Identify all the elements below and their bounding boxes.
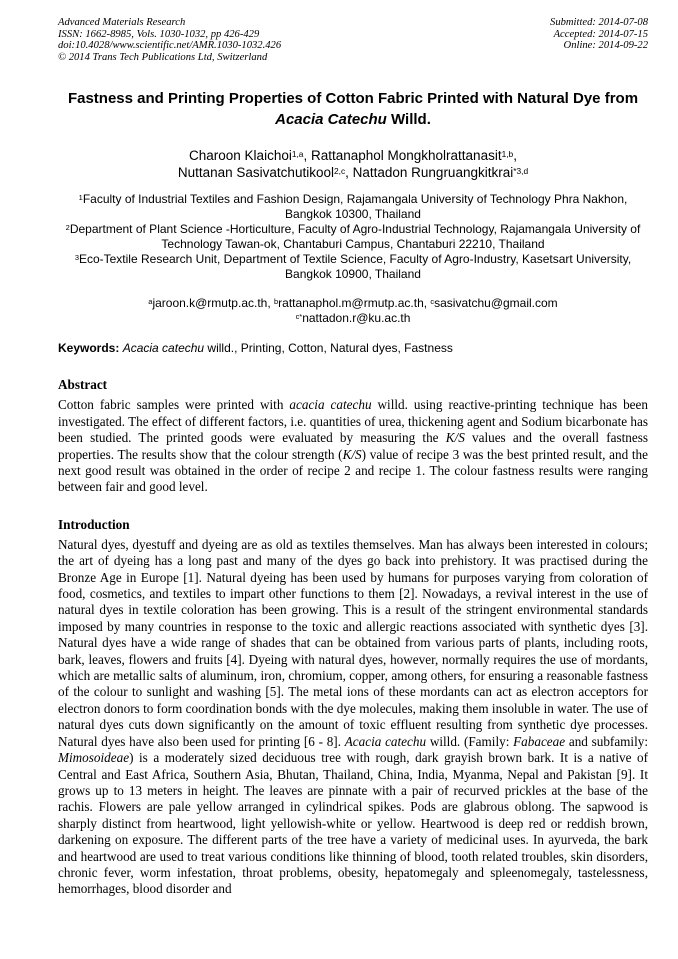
journal-doi: doi:10.4028/www.scientific.net/AMR.1030-1032.426 bbox=[58, 40, 282, 52]
authors-line-2: Nuttanan Sasivatchutikool$^{2,c}$, Nattadon Rungruangkitkrai$^{*3,d}$ bbox=[177, 165, 529, 181]
authors-line-1: Charoon Klaichoi$^{1,a}$, Rattanaphol Mongkholrattanasit$^{1,b}$, bbox=[189, 148, 517, 164]
submitted-date: Submitted: 2014-07-08 bbox=[550, 17, 648, 28]
journal-info bbox=[58, 17, 281, 63]
emails-line-1: $^a$jaroon.k@rmutp.ac.th, $^b$rattanaphol.m@rmutp.ac.th, $^c$sasivatchu@gmail.com bbox=[148, 296, 558, 311]
introduction-text: Natural dyes, dyestuff and dyeing are as old as textiles themselves. Man has always been interested in colours; the art of dyeing has a long past and many of the dyes go back into prehistory. It was practised during the Bronze Age in Europe [1]. Natural dyeing has been used by humans for purposes varying from coloration of food, cosmetics, and textiles to impart other functions to them [2]. Nowadays, a revival interest in the use of natural dyes in textile coloration has been growing. This is a result of the stringent environmental standards imposed by many countries in response to the toxic and allergic reactions associated with synthetic dyes [3]. Natural dyes have a wide range of shades that can be obtained from various parts of plants, including roots, bark, leaves, flowers and fruits [4]. Dyeing with natural dyes, however, normally requires the use of mordants, which are metallic salts of aluminum, iron, chromium, copper, among others, for ensuring a reasonable fastness of the colour to sunlight and washing [5]. The metal ions of these mordants can act as electron acceptors for electron donors to form coordination bonds with the dye molecules, making them insoluble in water. The use of natural dyes cuts down significantly on the amount of toxic effluent resulting from synthetic dye processes. Natural dyes have also been used for printing [6 - 8]. Acacia catechu willd. (Family: Fabaceae and subfamily: Mimosoideae) is a moderately sized deciduous tree with rough, dark grayish brown bark. It is a native of Central and East Africa, Southern Asia, Bhutan, Thailand, China, India, Myanma, Nepal and Pakistan [9]. It grows up to 13 meters in height. The leaves are pinnate with a pair of recurved prickles at the base of the rachis. Flowers are pale yellow arranged in cylindrical spikes. Pods are glabrous oblong. The sapwood is sharply distinct from heartwood, light yellowish-white or yellow. Heartwood is deep red or reddish brown, darkening on exposure. The different parts of the tree have a variety of medicinal uses. In ayurveda, the bark and heartwood are used to treat various conditions like thinning of blood, tooth related troubles, skin disorders, chronic fever, worm infestation, throat problems, obesity, hepatomegaly and spleenomegaly, tastelessness, hemorrhages, blood disorder and bbox=[58, 536, 649, 897]
abstract-section bbox=[58, 377, 648, 495]
journal-issn-volume: ISSN: 1662-8985, Vols. 1030-1032, pp 426-429 bbox=[58, 28, 260, 40]
online-date: Online: 2014-09-22 bbox=[563, 40, 648, 52]
introduction-heading: Introduction bbox=[58, 516, 130, 532]
keywords-line bbox=[58, 341, 648, 356]
journal-header bbox=[58, 0, 648, 63]
abstract-heading: Abstract bbox=[58, 377, 108, 393]
keywords-list: Acacia catechu willd., Printing, Cotton, Natural dyes, Fastness bbox=[122, 341, 453, 356]
keywords-label: Keywords: bbox=[58, 341, 120, 356]
introduction-section bbox=[58, 517, 648, 898]
submission-dates bbox=[550, 17, 648, 63]
journal-copyright: © 2014 Trans Tech Publications Ltd, Switzerland bbox=[58, 51, 268, 63]
affiliation-2: $^2$Department of Plant Science -Horticulture, Faculty of Agro-Industrial Technology, Rajamangala University of Technology Tawan-ok, Chantaburi Campus, Chantaburi 22210, Thailand bbox=[65, 222, 641, 252]
affiliation-3: $^3$Eco-Textile Research Unit, Department of Textile Science, Faculty of Agro-Industry, Kasetsart University, Bangkok 10900, Thailand bbox=[74, 252, 632, 282]
paper-title: Fastness and Printing Properties of Cotton Fabric Printed with Natural Dye from Acacia Catechu Willd. bbox=[67, 90, 639, 129]
affiliations-block bbox=[58, 192, 648, 282]
paper-page bbox=[58, 0, 648, 898]
emails-line-2: $^{c*}$nattadon.r@ku.ac.th bbox=[295, 311, 411, 326]
authors-block bbox=[58, 147, 648, 181]
author-emails-block bbox=[58, 296, 648, 326]
abstract-text: Cotton fabric samples were printed with acacia catechu willd. using reactive-printing technique has been investigated. The effect of different factors, i.e. quantities of urea, thickening agent and Sodium bicarbonate has been studied. The printed goods were evaluated by measuring the K/S values and the overall fastness properties. The results show that the colour strength (K/S) value of recipe 3 was the best printed result, and the next good result was obtained in the order of recipe 2 and recipe 1. The colour fastness results were ranging between fair and good level. bbox=[58, 397, 648, 495]
affiliation-1: $^1$Faculty of Industrial Textiles and Fashion Design, Rajamangala University of Technology Phra Nakhon, Bangkok 10300, Thailand bbox=[78, 192, 628, 222]
journal-name: Advanced Materials Research bbox=[58, 17, 186, 28]
accepted-date: Accepted: 2014-07-15 bbox=[553, 28, 648, 40]
